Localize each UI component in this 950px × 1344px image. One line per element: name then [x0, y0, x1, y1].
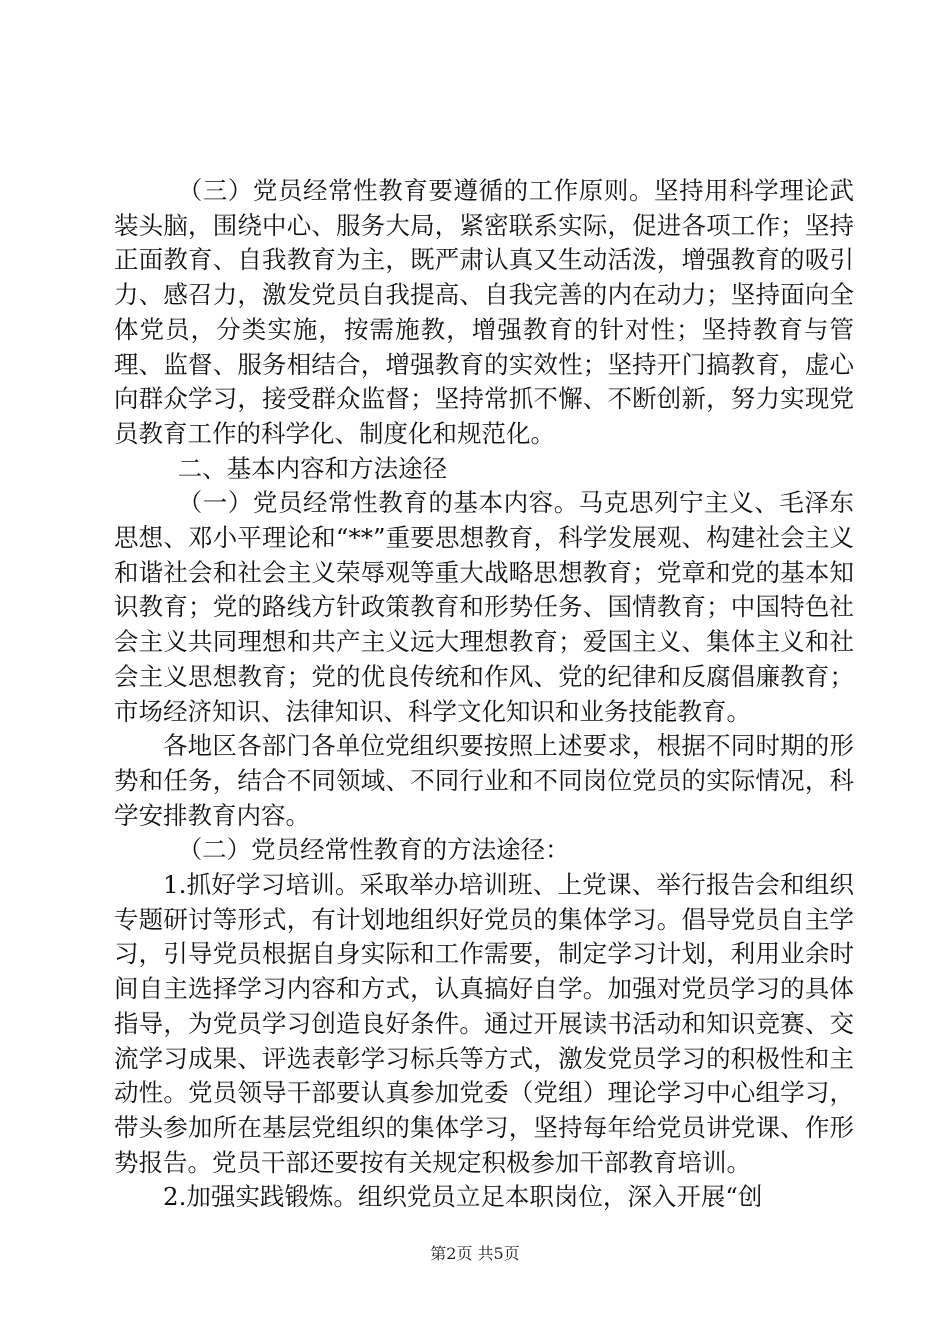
- paragraph-study-training: 1.抓好学习培训。采取举办培训班、上党课、举行报告会和组织专题研讨等形式，有计划地组织好党员的集体学习。倡导党员自主学习，引导党员根据自身实际和工作需要，制定学习计划，利用业余时间自主选择学习内容和方式，认真搞好自学。加强对党员学习的具体指导，为党员学习创造良好条件。通过开展读书活动和知识竞赛、交流学习成果、评选表彰学习标兵等方式，激发党员学习的积极性和主动性。党员领导干部要认真参加党委（党组）理论学习中心组学习，带头参加所在基层党组织的集体学习，坚持每年给党员讲党课、作形势报告。党员干部还要按有关规定积极参加干部教育培训。: [114, 870, 854, 1177]
- paragraph-arrangement: 各地区各部门各单位党组织要按照上述要求，根据不同时期的形势和任务，结合不同领域、不同行业和不同岗位党员的实际情况，科学安排教育内容。: [114, 731, 854, 830]
- page-number: 第2页 共5页: [430, 1244, 520, 1263]
- section-heading: 二、基本内容和方法途径: [177, 453, 448, 483]
- paragraph-practice: 2.加强实践锻炼。组织党员立足本职岗位，深入开展“创: [163, 1182, 763, 1212]
- paragraph-work-principles: （三）党员经常性教育要遵循的工作原则。坚持用科学理论武装头脑，围绕中心、服务大局，紧密联系实际，促进各项工作；坚持正面教育、自我教育为主，既严肃认真又生动活泼，增强教育的吸引力、感召力，激发党员自我提高、自我完善的内在动力；坚持面向全体党员，分类实施，按需施教，增强教育的针对性；坚持教育与管理、监督、服务相结合，增强教育的实效性；坚持开门搞教育，虚心向群众学习，接受群众监督；坚持常抓不懈、不断创新，努力实现党员教育工作的科学化、制度化和规范化。: [114, 176, 854, 448]
- document-body: [114, 174, 854, 1215]
- paragraph-basic-content: （一）党员经常性教育的基本内容。马克思列宁主义、毛泽东思想、邓小平理论和“**”重要思想教育，科学发展观、构建社会主义和谐社会和社会主义荣辱观等重大战略思想教育；党章和党的基本知识教育；党的路线方针政策教育和形势任务、国情教育；中国特色社会主义共同理想和共产主义远大理想教育；爱国主义、集体主义和社会主义思想教育；党的优良传统和作风、党的纪律和反腐倡廉教育；市场经济知识、法律知识、科学文化知识和业务技能教育。: [114, 488, 854, 726]
- paragraph-methods-heading: （二）党员经常性教育的方法途径：: [177, 835, 570, 865]
